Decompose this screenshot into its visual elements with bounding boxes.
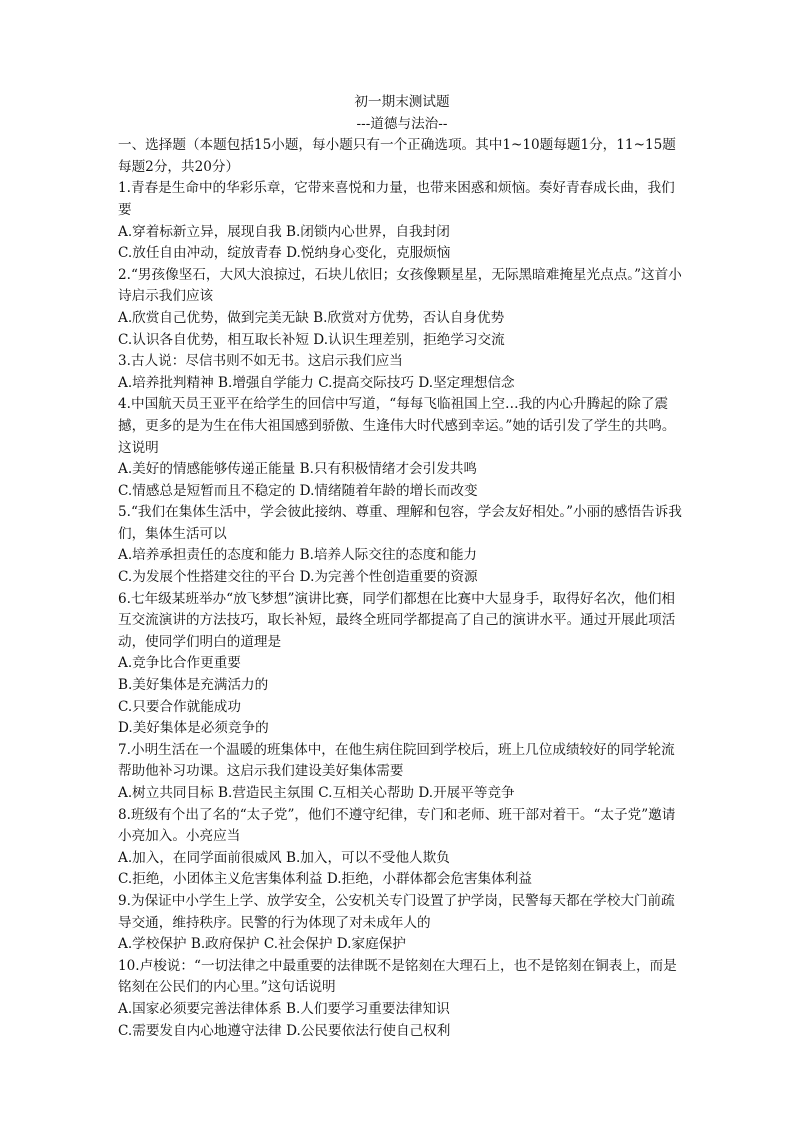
question-stem: 5.“我们在集体生活中，学会彼此接纳、尊重、理解和包容，学会友好相处。”小丽的感悟告诉我们，集体生活可以 xyxy=(118,504,682,542)
question-option-line: A.培养承担责任的态度和能力 B.培养人际交往的态度和能力 xyxy=(118,547,478,564)
question-stem: 2.“男孩像坚石，大风大浪掠过，石块儿依旧；女孩像颗星星，无际黑暗难掩星光点点。”这首小诗启示我们应该 xyxy=(118,266,682,305)
question-option-line: A.欣赏自己优势，做到完美无缺 B.欣赏对方优势，否认自身优势 xyxy=(118,309,505,326)
question-option-line: A.学校保护 B.政府保护 C.社会保护 D.家庭保护 xyxy=(118,936,406,953)
question-option-line: A.培养批判精神 B.增强自学能力 C.提高交际技巧 D.坚定理想信念 xyxy=(118,374,515,391)
exam-page xyxy=(118,92,686,1042)
question-stem: 7.小明生活在一个温暖的班集体中，在他生病住院回到学校后，班上几位成绩较好的同学轮流帮助他补习功课。这启示我们建设美好集体需要 xyxy=(118,741,675,780)
question-item xyxy=(118,589,686,740)
question-item xyxy=(118,805,686,891)
question-option-line: C.需要发自内心地遵守法律 D.公民要依法行使自己权利 xyxy=(118,1022,451,1039)
question-stem: 8.班级有个出了名的“太子党”，他们不遵守纪律，专门和老师、班干部对着干。“太子党”邀请小亮加入。小亮应当 xyxy=(118,806,676,845)
question-item xyxy=(118,178,686,264)
question-option-line: C.情感总是短暂而且不稳定的 D.情绪随着年龄的增长而改变 xyxy=(118,482,478,499)
question-option-line: A.国家必须要完善法律体系 B.人们要学习重要法律知识 xyxy=(118,1000,450,1017)
question-item xyxy=(118,394,686,502)
question-list xyxy=(118,178,686,1042)
question-option-line: C.认识各自优势，相互取长补短 D.认识生理差别，拒绝学习交流 xyxy=(118,331,505,348)
page-title: 初一期末测试题 xyxy=(354,94,450,110)
page-subtitle: ---道德与法治-- xyxy=(356,115,448,132)
question-stem: 9.为保证中小学生上学、放学安全，公安机关专门设置了护学岗，民警每天都在学校大门前疏导交通，维持秩序。民警的行为体现了对未成年人的 xyxy=(118,892,675,931)
question-stem: 4.中国航天员王亚平在给学生的回信中写道，“每每飞临祖国上空…我的内心升腾起的除了震撼，更多的是为生在伟大祖国感到骄傲、生逢伟大时代感到幸运。”她的话引发了学生的共鸣。这说明 xyxy=(118,396,676,456)
question-option-line: A.竞争比合作更重要 xyxy=(118,655,241,672)
question-option-line: A.穿着标新立异，展现自我 B.闭锁内心世界，自我封闭 xyxy=(118,223,450,240)
question-option-line: A.树立共同目标 B.营造民主氛围 C.互相关心帮助 D.开展平等竞争 xyxy=(118,785,515,801)
question-item xyxy=(118,265,686,351)
question-option-line: D.美好集体是必须竞争的 xyxy=(118,720,269,737)
question-option-line: A.加入，在同学面前很威风 B.加入，可以不受他人欺负 xyxy=(118,849,450,866)
question-option-line: A.美好的情感能够传递正能量 B.只有积极情绪才会引发共鸣 xyxy=(118,461,478,478)
question-stem: 10.卢梭说：“一切法律之中最重要的法律既不是铭刻在大理石上，也不是铭刻在铜表上，而是铭刻在公民们的内心里。”这句话说明 xyxy=(118,957,677,996)
question-item xyxy=(118,502,686,588)
question-option-line: C.放任自由冲动，绽放青春 D.悦纳身心变化，克服烦恼 xyxy=(118,245,451,262)
question-item xyxy=(118,891,686,956)
question-stem: 3.古人说：尽信书则不如无书。这启示我们应当 xyxy=(118,353,403,370)
question-option-line: C.拒绝，小团体主义危害集体利益 D.拒绝，小群体都会危害集体利益 xyxy=(118,871,532,888)
question-stem: 1.青春是生命中的华彩乐章，它带来喜悦和力量，也带来困惑和烦恼。奏好青春成长曲，我们要 xyxy=(118,180,675,218)
question-option-line: B.美好集体是充满活力的 xyxy=(118,677,269,694)
section-heading: 一、选择题（本题包括15小题，每小题只有一个正确选项。其中1~10题每题1分，11~15题每题2分，共20分） xyxy=(118,137,676,175)
question-item xyxy=(118,956,686,1042)
question-option-line: C.只要合作就能成功 xyxy=(118,698,241,715)
question-option-line: C.为发展个性搭建交往的平台 D.为完善个性创造重要的资源 xyxy=(118,569,478,586)
question-stem: 6.七年级某班举办“放飞梦想”演讲比赛，同学们都想在比赛中大显身手，取得好名次，他们相互交流演讲的方法技巧，取长补短，最终全班同学都提高了自己的演讲水平。通过开展此项活动，使同学们明白的道理是 xyxy=(118,590,676,650)
question-item xyxy=(118,740,686,805)
question-item xyxy=(118,351,686,394)
